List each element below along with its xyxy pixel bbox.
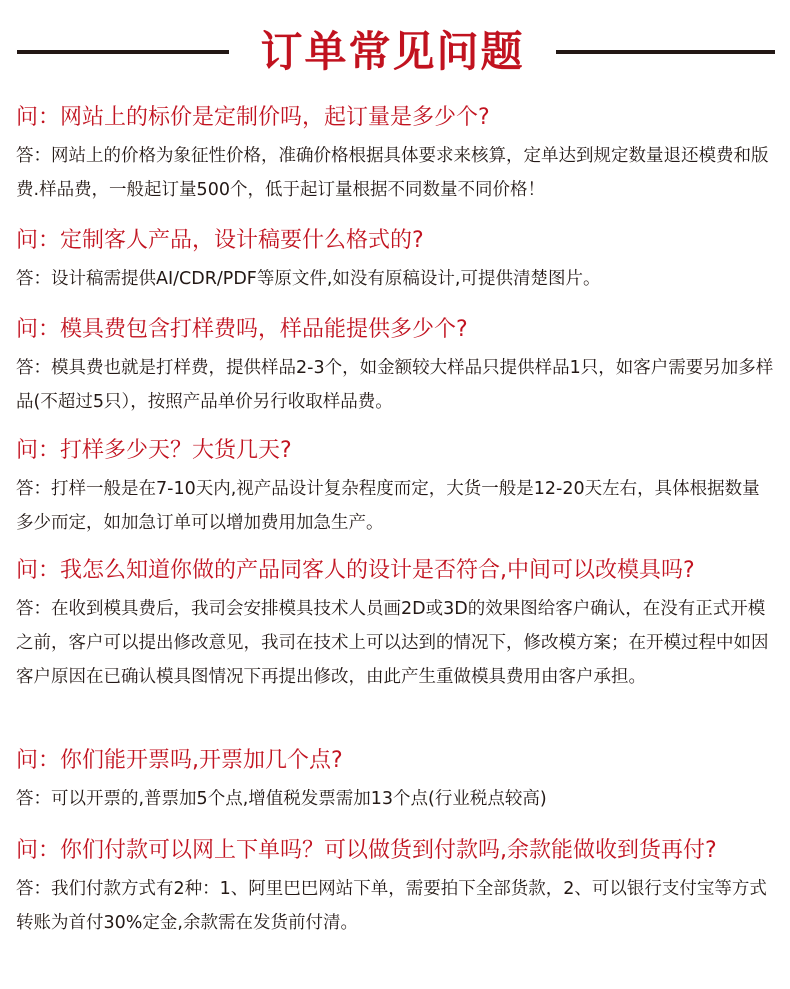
faq-answer: 答：我们付款方式有2种：1、阿里巴巴网站下单，需要拍下全部货款，2、可以银行支付宝等方式转账为首付30%定金,余款需在发货前付清。	[16, 879, 767, 933]
faq-item	[16, 746, 776, 816]
faq-question: 问：我怎么知道你做的产品同客人的设计是否符合,中间可以改模具吗?	[16, 558, 695, 583]
faq-question: 问：网站上的标价是定制价吗，起订量是多少个?	[16, 105, 490, 130]
faq-question: 问：打样多少天？大货几天?	[16, 438, 292, 463]
faq-answer: 答：模具费也就是打样费，提供样品2-3个，如金额较大样品只提供样品1只，如客户需要另加多样品(不超过5只），按照产品单价另行收取样品费。	[16, 358, 774, 412]
faq-item	[16, 556, 776, 694]
faq-answer: 答：在收到模具费后，我司会安排模具技术人员画2D或3D的效果图给客户确认，在没有正式开模之前，客户可以提出修改意见，我司在技术上可以达到的情况下，修改模方案；在开模过程中如因客户原因在已确认模具图情况下再提出修改，由此产生重做模具费用由客户承担。	[16, 599, 769, 687]
faq-answer: 答：打样一般是在7-10天内,视产品设计复杂程度而定，大货一般是12-20天左右，具体根据数量多少而定，如加急订单可以增加费用加急生产。	[16, 479, 760, 533]
faq-item	[16, 103, 776, 207]
faq-item	[16, 315, 776, 419]
page-title: 订单常见问题	[260, 27, 525, 76]
faq-answer: 答：设计稿需提供AI/CDR/PDF等原文件,如没有原稿设计,可提供清楚图片。	[16, 269, 601, 289]
faq-question: 问：模具费包含打样费吗，样品能提供多少个?	[16, 317, 468, 342]
faq-item	[16, 436, 776, 540]
faq-question: 问：你们能开票吗,开票加几个点?	[16, 748, 343, 773]
faq-answer: 答：可以开票的,普票加5个点,增值税发票需加13个点(行业税点较高)	[16, 789, 547, 809]
title-rule-left	[17, 50, 229, 54]
faq-question: 问：定制客人产品，设计稿要什么格式的?	[16, 228, 424, 253]
faq-answer: 答：网站上的价格为象征性价格，准确价格根据具体要求来核算，定单达到规定数量退还模费和版费.样品费，一般起订量500个，低于起订量根据不同数量不同价格！	[16, 146, 769, 200]
faq-item	[16, 226, 776, 296]
faq-item	[16, 836, 776, 940]
title-rule-right	[556, 50, 775, 54]
header	[0, 22, 790, 82]
faq-question: 问：你们付款可以网上下单吗？可以做货到付款吗,余款能做收到货再付?	[16, 838, 717, 863]
